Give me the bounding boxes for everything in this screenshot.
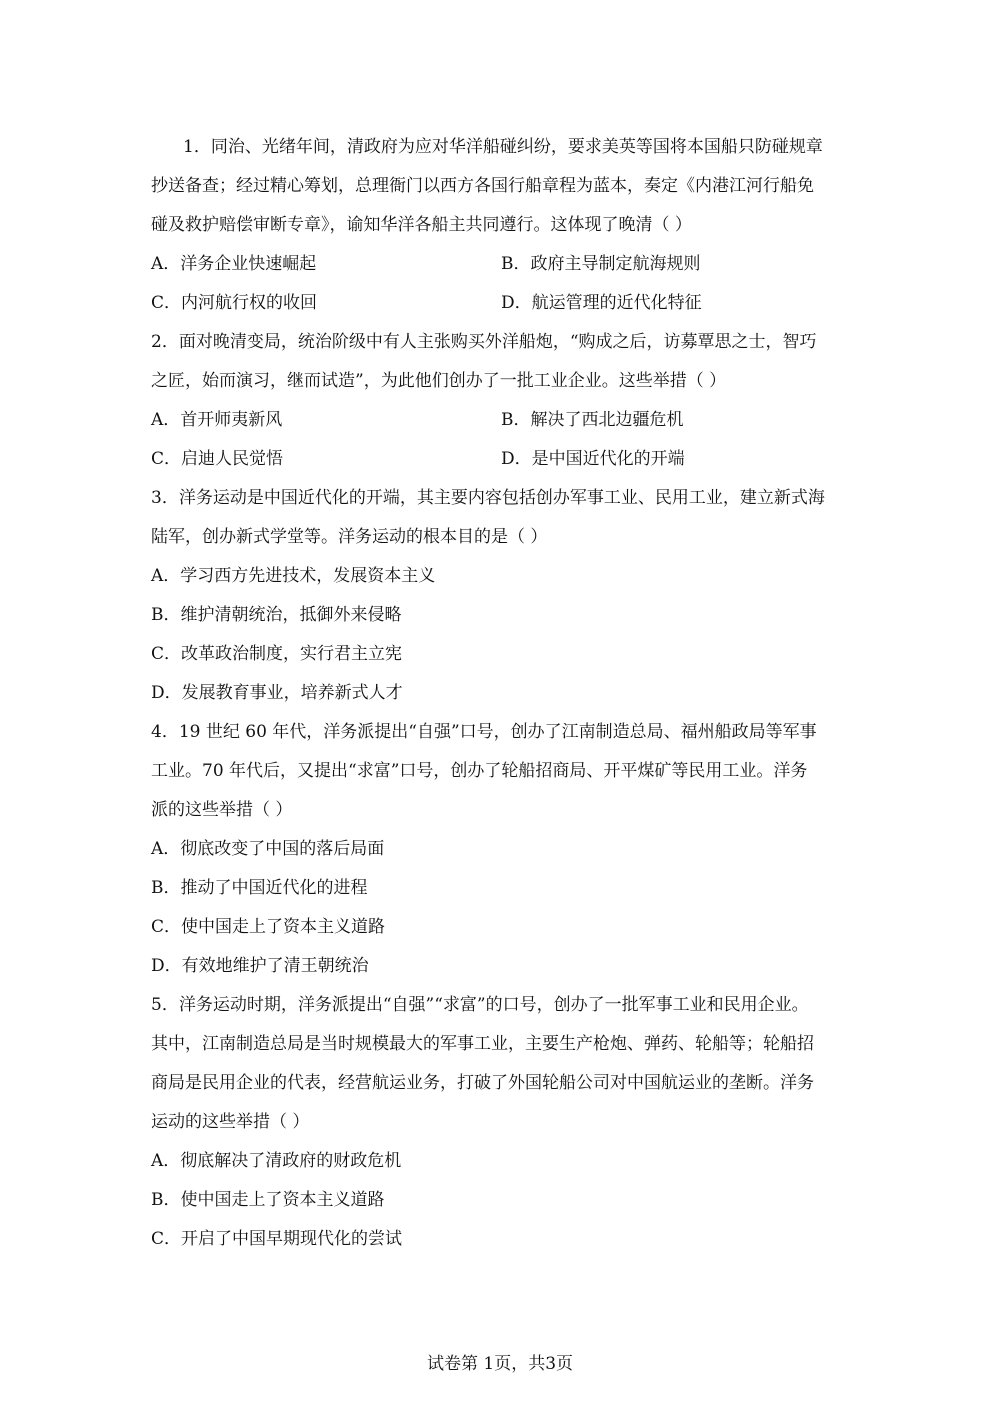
question-5-option-b: B．使中国走上了资本主义道路 xyxy=(151,1190,385,1210)
question-3-stem-line-1: 3．洋务运动是中国近代化的开端，其主要内容包括创办军事工业、民用工业，建立新式海 xyxy=(151,488,825,508)
question-5-stem-line-2: 其中，江南制造总局是当时规模最大的军事工业，主要生产枪炮、弹药、轮船等；轮船招 xyxy=(151,1034,814,1054)
question-1 xyxy=(151,128,863,323)
question-4-stem-line-3: 派的这些举措（ ） xyxy=(151,800,293,820)
question-list xyxy=(151,128,863,1259)
question-1-option-a: A．洋务企业快速崛起 xyxy=(151,254,317,274)
question-5-stem-line-3: 商局是民用企业的代表，经营航运业务，打破了外国轮船公司对中国航运业的垄断。洋务 xyxy=(151,1073,814,1093)
question-3-option-a: A．学习西方先进技术，发展资本主义 xyxy=(151,566,436,586)
question-4 xyxy=(151,713,863,986)
question-5 xyxy=(151,986,863,1259)
question-1-stem-line-3: 碰及救护赔偿审断专章》，谕知华洋各船主共同遵行。这体现了晚清（ ） xyxy=(151,215,692,235)
question-2 xyxy=(151,323,863,479)
question-1-option-b: B．政府主导制定航海规则 xyxy=(501,254,701,274)
question-5-stem-line-4: 运动的这些举措（ ） xyxy=(151,1112,310,1132)
page-footer: 试卷第 1页，共3页 xyxy=(426,1354,574,1374)
question-2-option-d: D．是中国近代化的开端 xyxy=(501,449,685,469)
question-2-option-c: C．启迪人民觉悟 xyxy=(151,449,284,469)
question-3-option-c: C．改革政治制度，实行君主立宪 xyxy=(151,644,403,664)
question-4-option-a: A．彻底改变了中国的落后局面 xyxy=(151,839,385,859)
question-5-stem-line-1: 5．洋务运动时期，洋务派提出“自强”“求富”的口号，创办了一批军事工业和民用企业。 xyxy=(151,995,809,1015)
question-5-option-c: C．开启了中国早期现代化的尝试 xyxy=(151,1229,403,1249)
question-1-stem-line-1: 1．同治、光绪年间，清政府为应对华洋船碰纠纷，要求美英等国将本国船只防碰规章 xyxy=(183,137,823,157)
question-3 xyxy=(151,479,863,713)
question-2-option-a: A．首开师夷新风 xyxy=(151,410,283,430)
question-2-options-row-1 xyxy=(151,401,863,440)
question-1-options-row-1 xyxy=(151,245,863,284)
question-2-option-b: B．解决了西北边疆危机 xyxy=(501,410,684,430)
question-2-stem-line-2: 之匠，始而演习，继而试造”，为此他们创办了一批工业企业。这些举措（ ） xyxy=(151,371,727,391)
question-4-stem-line-1: 4．19 世纪 60 年代，洋务派提出“自强”口号，创办了江南制造总局、福州船政局等军事 xyxy=(151,722,817,742)
question-3-option-b: B．维护清朝统治，抵御外来侵略 xyxy=(151,605,402,625)
question-2-stem-line-1: 2．面对晚清变局，统治阶级中有人主张购买外洋船炮，“购成之后，访募覃思之士，智巧 xyxy=(151,332,817,352)
question-4-option-d: D．有效地维护了清王朝统治 xyxy=(151,956,369,976)
question-1-option-d: D．航运管理的近代化特征 xyxy=(501,293,702,313)
question-1-stem-line-2: 抄送备查；经过精心筹划，总理衙门以西方各国行船章程为蓝本，奏定《内港江河行船免 xyxy=(151,176,814,196)
question-1-options-row-2 xyxy=(151,284,863,323)
question-3-stem-line-2: 陆军，创办新式学堂等。洋务运动的根本目的是（ ） xyxy=(151,527,548,547)
question-2-options-row-2 xyxy=(151,440,863,479)
question-4-option-c: C．使中国走上了资本主义道路 xyxy=(151,917,386,937)
question-3-option-d: D．发展教育事业，培养新式人才 xyxy=(151,683,403,703)
question-5-option-a: A．彻底解决了清政府的财政危机 xyxy=(151,1151,402,1171)
question-4-stem-line-2: 工业。70 年代后，又提出“求富”口号，创办了轮船招商局、开平煤矿等民用工业。洋务 xyxy=(151,761,808,781)
question-4-option-b: B．推动了中国近代化的进程 xyxy=(151,878,368,898)
question-1-option-c: C．内河航行权的收回 xyxy=(151,293,318,313)
